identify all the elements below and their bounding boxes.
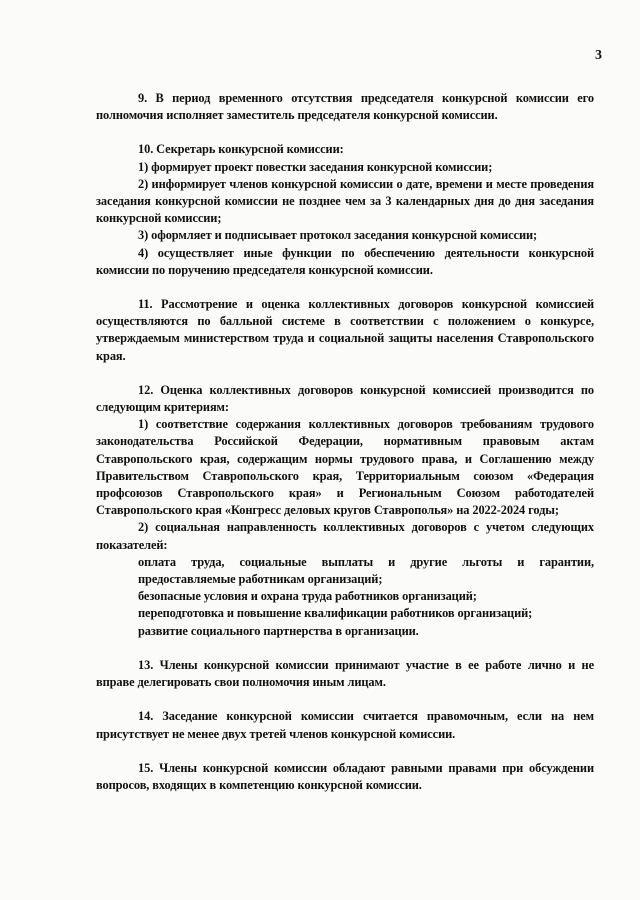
paragraph-13: 13. Члены конкурсной комиссии принимают участие в ее работе лично и не вправе делегировать свои полномочия иным лицам. <box>96 657 594 690</box>
paragraph-15: 15. Члены конкурсной комиссии обладают равными правами при обсуждении вопросов, входящих в компетенцию конкурсной комиссии. <box>96 760 594 792</box>
paragraph-10-item-1: 1) формирует проект повестки заседания конкурсной комиссии; <box>138 159 493 174</box>
document-body <box>96 90 594 794</box>
paragraph-9: 9. В период временного отсутствия председателя конкурсной комиссии его полномочия исполняет заместитель председателя конкурсной комиссии. <box>96 91 594 123</box>
paragraph-12-indicator-3: переподготовка и повышение квалификации работников организаций; <box>138 606 533 621</box>
paragraph-12: 12. Оценка коллективных договоров конкурсной комиссией производится по следующим критериям: <box>96 382 594 415</box>
paragraph-12-indicator-1: оплата труда, социальные выплаты и другие льготы и гарантии, предоставляемые работникам организаций; <box>138 554 594 587</box>
paragraph-10: 10. Секретарь конкурсной комиссии: <box>138 142 344 157</box>
paragraph-10-item-3: 3) оформляет и подписывает протокол заседания конкурсной комиссии; <box>138 228 538 243</box>
paragraph-14: 14. Заседание конкурсной комиссии считается правомочным, если на нем присутствует не менее двух третей членов конкурсной комиссии. <box>96 709 594 741</box>
paragraph-12-item-2: 2) социальная направленность коллективных договоров с учетом следующих показателей: <box>96 520 594 552</box>
paragraph-12-item-1: 1) соответствие содержания коллективных договоров требованиям трудового законодательства Российской Федерации, нормативным правовым актам Ставропольского края, содержащим нормы трудового права, и Соглашению между Правительством Ставропольского края, Территориальным союзом «Федерация профсоюзов Ставропольского края» и Региональным Союзом работодателей Ставропольского края «Конгресс деловых кругов Ставрополья» на 2022-2024 годы; <box>96 417 594 518</box>
paragraph-11: 11. Рассмотрение и оценка коллективных договоров конкурсной комиссией осуществляются по балльной системе в соответствии с положением о конкурсе, утверждаемым министерством труда и социальной защиты населения Ставропольского края. <box>96 297 594 363</box>
page-number: 3 <box>595 48 602 63</box>
paragraph-10-item-2: 2) информирует членов конкурсной комиссии о дате, времени и месте проведения заседания конкурсной комиссии не позднее чем за 3 календарных дня до дня заседания конкурсной комиссии; <box>96 176 594 226</box>
paragraph-10-item-4: 4) осуществляет иные функции по обеспечению деятельности конкурсной комиссии по поручению председателя конкурсной комиссии. <box>96 245 594 277</box>
paragraph-12-indicator-2: безопасные условия и охрана труда работников организаций; <box>138 589 477 604</box>
paragraph-12-indicator-4: развитие социального партнерства в организации. <box>138 623 419 638</box>
